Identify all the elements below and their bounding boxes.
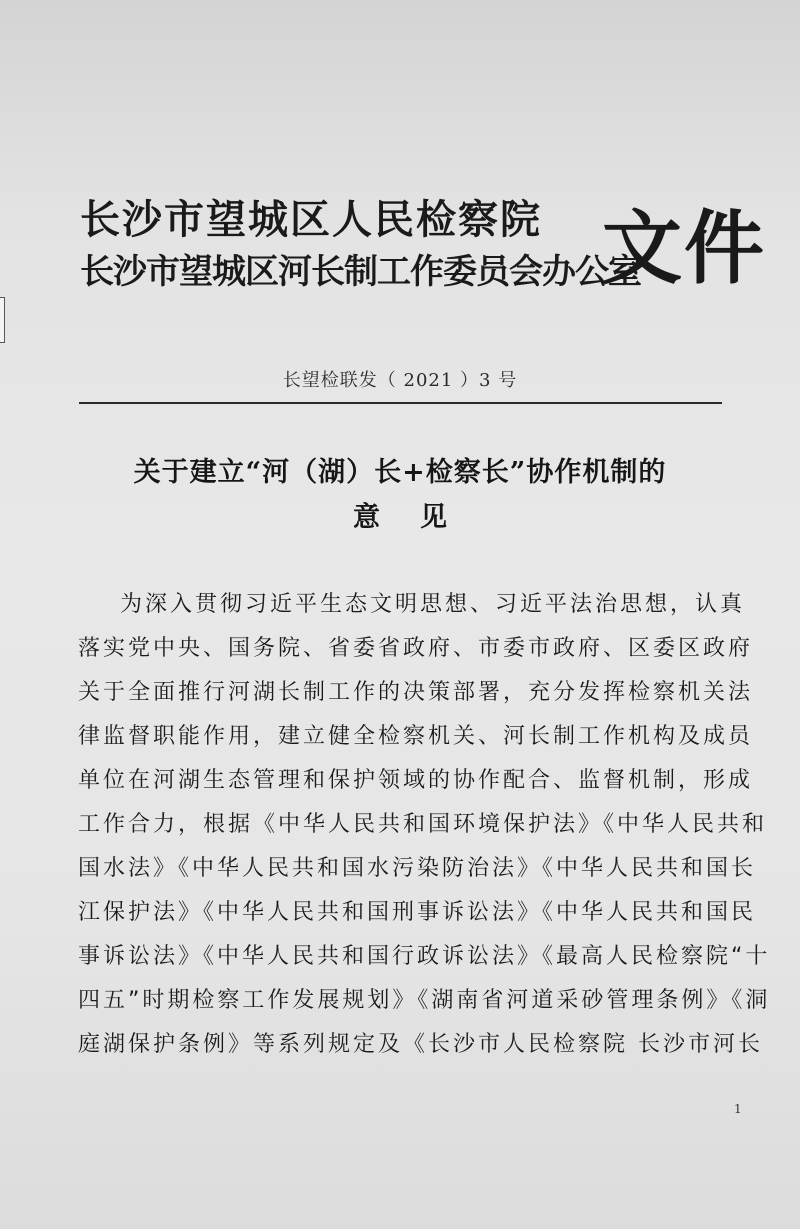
body-line: 四五”时期检察工作发展规划》《湖南省河道采砂管理条例》《洞 xyxy=(78,988,771,1013)
body-line: 律监督职能作用，建立健全检察机关、河长制工作机构及成员 xyxy=(78,724,754,749)
body-line: 工作合力，根据《中华人民共和国环境保护法》《中华人民共和 xyxy=(78,812,768,837)
red-header xyxy=(80,180,766,310)
issuer-line-2: 长沙市望城区河长制工作委员会办公室 xyxy=(80,252,641,292)
body-line: 国水法》《中华人民共和国水污染防治法》《中华人民共和国长 xyxy=(78,856,757,881)
page-edge-mark xyxy=(0,297,5,343)
body-line: 单位在河湖生态管理和保护领域的协作配合、监督机制，形成 xyxy=(78,768,754,793)
body-line: 江保护法》《中华人民共和国刑事诉讼法》《中华人民共和国民 xyxy=(78,900,757,925)
document-number: 长望检联发（ 2021 ）3 号 xyxy=(282,370,518,391)
document-title-line-2: 意见 xyxy=(353,502,487,533)
body-line: 落实党中央、国务院、省委省政府、市委市政府、区委区政府 xyxy=(78,636,754,661)
header-divider xyxy=(79,402,722,404)
issuer-line-1: 长沙市望城区人民检察院 xyxy=(80,196,542,243)
body-line: 为深入贯彻习近平生态文明思想、习近平法治思想，认真 xyxy=(120,592,746,617)
document-label: 文件 xyxy=(602,201,766,295)
body-line: 事诉讼法》《中华人民共和国行政诉讼法》《最高人民检察院“十 xyxy=(78,944,771,969)
body-paragraph xyxy=(78,583,771,1067)
page-number: 1 xyxy=(734,1102,742,1116)
body-line: 关于全面推行河湖长制工作的决策部署，充分发挥检察机关法 xyxy=(78,680,754,705)
document-title-line-1: 关于建立“河（湖）长+检察长”协作机制的 xyxy=(133,457,667,488)
body-line: 庭湖保护条例》等系列规定及《长沙市人民检察院 长沙市河长 xyxy=(78,1032,763,1057)
